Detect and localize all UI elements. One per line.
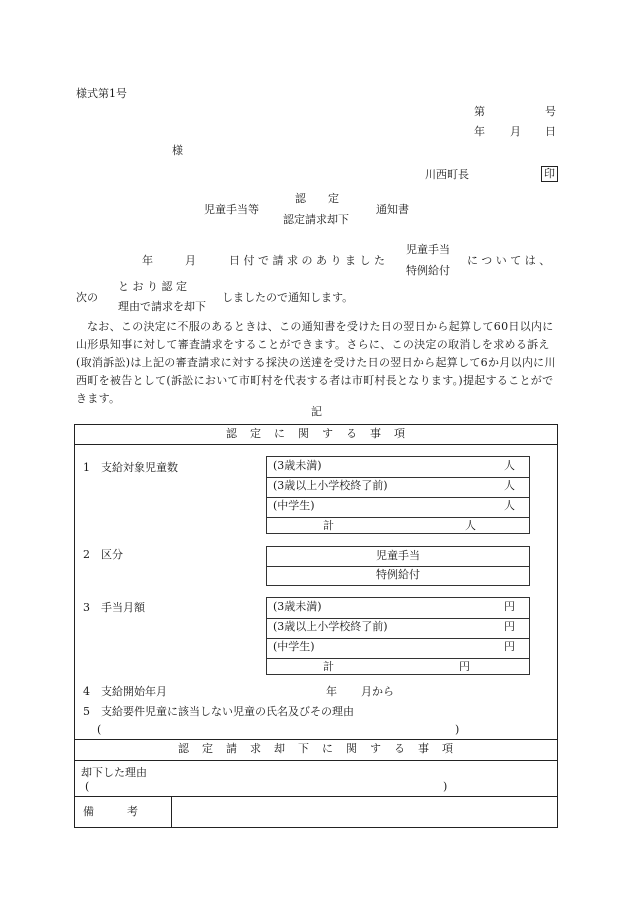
item5-open-paren: ( (97, 723, 102, 736)
child-count-total-unit: 人 (465, 519, 476, 532)
amount-row-label: (中学生) (273, 640, 315, 653)
divider (267, 618, 529, 619)
section-rejection-title: 認 定 請 求 却 下 に 関 す る 事 項 (178, 742, 454, 755)
form-number: 様式第1号 (76, 87, 127, 100)
date-year: 年 (474, 125, 485, 138)
amount-unit: 円 (504, 640, 515, 653)
rejection-open-paren: ( (85, 780, 90, 793)
line1-month: 月 (185, 254, 196, 267)
start-month: 月から (361, 685, 394, 698)
line2-option-approve: と お り 認 定 (118, 280, 187, 293)
divider (75, 796, 557, 797)
amount-unit: 円 (504, 600, 515, 613)
divider (267, 477, 529, 478)
seal-mark: 印 (541, 166, 558, 182)
date-month: 月 (510, 125, 521, 138)
child-count-row-label: (3歳以上小学校終了前) (273, 479, 388, 492)
item5-label: 5 支給要件児童に該当しない児童の氏名及びその理由 (83, 705, 354, 718)
start-year: 年 (326, 685, 337, 698)
title-right: 通知書 (376, 203, 409, 216)
divider (171, 796, 172, 828)
category-box (266, 546, 530, 586)
divider (75, 739, 557, 740)
number-label: 第 (474, 105, 485, 118)
amount-unit: 円 (504, 620, 515, 633)
divider (267, 658, 529, 659)
remarks-label: 備 考 (83, 805, 138, 818)
divider (267, 497, 529, 498)
amount-row-label: (3歳以上小学校終了前) (273, 620, 388, 633)
issuer: 川西町長 (425, 168, 469, 181)
category-option-child-allowance: 児童手当 (376, 549, 420, 562)
child-count-unit: 人 (504, 459, 515, 472)
line2-suffix: しましたので通知します。 (222, 291, 354, 304)
item4-label: 4 支給開始年月 (83, 685, 167, 698)
divider (267, 638, 529, 639)
number-suffix: 号 (545, 105, 556, 118)
divider (75, 760, 557, 761)
title-option-reject: 認定請求却下 (283, 213, 349, 226)
divider (267, 566, 529, 567)
item3-label: 3 手当月額 (83, 601, 145, 614)
child-count-unit: 人 (504, 479, 515, 492)
section-approval-title: 認 定 に 関 す る 事 項 (226, 427, 406, 440)
details-table (74, 424, 558, 828)
title-left: 児童手当等 (204, 203, 259, 216)
monthly-amount-table (266, 597, 530, 675)
rejection-close-paren: ) (443, 780, 448, 793)
line1-text: 日付で請求のありました (229, 254, 389, 267)
item5-close-paren: ) (455, 723, 460, 736)
addressee-suffix: 様 (172, 144, 183, 157)
divider (75, 444, 557, 445)
divider (267, 517, 529, 518)
child-count-table (266, 456, 530, 534)
child-count-row-label: (中学生) (273, 499, 315, 512)
child-count-row-label: (3歳未満) (273, 459, 322, 472)
category-option-special-benefit: 特例給付 (376, 568, 420, 581)
amount-row-label: (3歳未満) (273, 600, 322, 613)
title-option-approve: 認 定 (295, 192, 339, 205)
line2-prefix: 次の (76, 291, 98, 304)
item1-label: 1 支給対象児童数 (83, 461, 178, 474)
appeal-notice-paragraph: なお、この決定に不服のあるときは、この通知書を受けた日の翌日から起算して60日以内に山形県知事に対して審査請求をすることができます。さらに、この決定の取消しを求める訴え(取消訴訟)は上記の審査請求に対する採決の送達を受けた日の翌日から起算して6か月以内に川西町を被告として(訴訟において市町村を代表する者は市町村長となります。)提起することができます。 (76, 320, 556, 405)
ki-marker: 記 (311, 405, 322, 418)
line1-option-child-allowance: 児童手当 (406, 243, 450, 256)
amount-total-unit: 円 (459, 660, 470, 673)
rejection-reason-label: 却下した理由 (81, 766, 147, 779)
amount-total-label: 計 (323, 660, 334, 673)
line1-option-special-benefit: 特例給付 (406, 264, 450, 277)
item2-label: 2 区分 (83, 548, 123, 561)
child-count-unit: 人 (504, 499, 515, 512)
date-day: 日 (545, 125, 556, 138)
line1-suffix: については、 (467, 254, 554, 267)
line2-option-reject: 理由で請求を却下 (118, 300, 206, 313)
child-count-total-label: 計 (323, 519, 334, 532)
line1-year: 年 (142, 254, 153, 267)
